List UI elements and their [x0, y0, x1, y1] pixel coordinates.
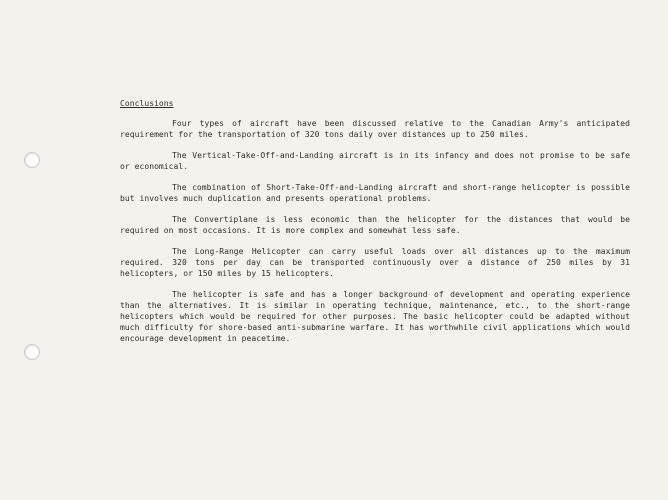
binder-hole-top [24, 152, 40, 168]
paragraph-5: The Long-Range Helicopter can carry useful loads over all distances up to the maximum required. 320 tons per day can be transported continuously over a distance of 250 miles by 31 helicopters, or 150 miles by 15 helicopters. [120, 247, 630, 278]
paragraph-3: The combination of Short-Take-Off-and-Landing aircraft and short-range helicopter is possible but involves much duplication and presents operational problems. [120, 183, 630, 203]
paragraph-1: Four types of aircraft have been discussed relative to the Canadian Army's anticipated requirement for the transportation of 320 tons daily over distances up to 250 miles. [120, 119, 630, 139]
paragraph-4: The Convertiplane is less economic than the helicopter for the distances that would be required on most occasions. It is more complex and somewhat less safe. [120, 215, 630, 235]
binder-hole-bottom [24, 344, 40, 360]
document-body [120, 98, 630, 354]
paragraph-6: The helicopter is safe and has a longer background of development and operating experience than the alternatives. It is similar in operating technique, maintenance, etc., to the short-range helicopters which would be required for other purposes. The basic helicopter could be adapted without much difficulty for shore-based anti-submarine warfare. It has worthwhile civil applications which would encourage development in peacetime. [120, 290, 630, 343]
paragraph-2: The Vertical-Take-Off-and-Landing aircraft is in its infancy and does not promise to be safe or economical. [120, 151, 630, 171]
section-heading: Conclusions [120, 99, 174, 108]
